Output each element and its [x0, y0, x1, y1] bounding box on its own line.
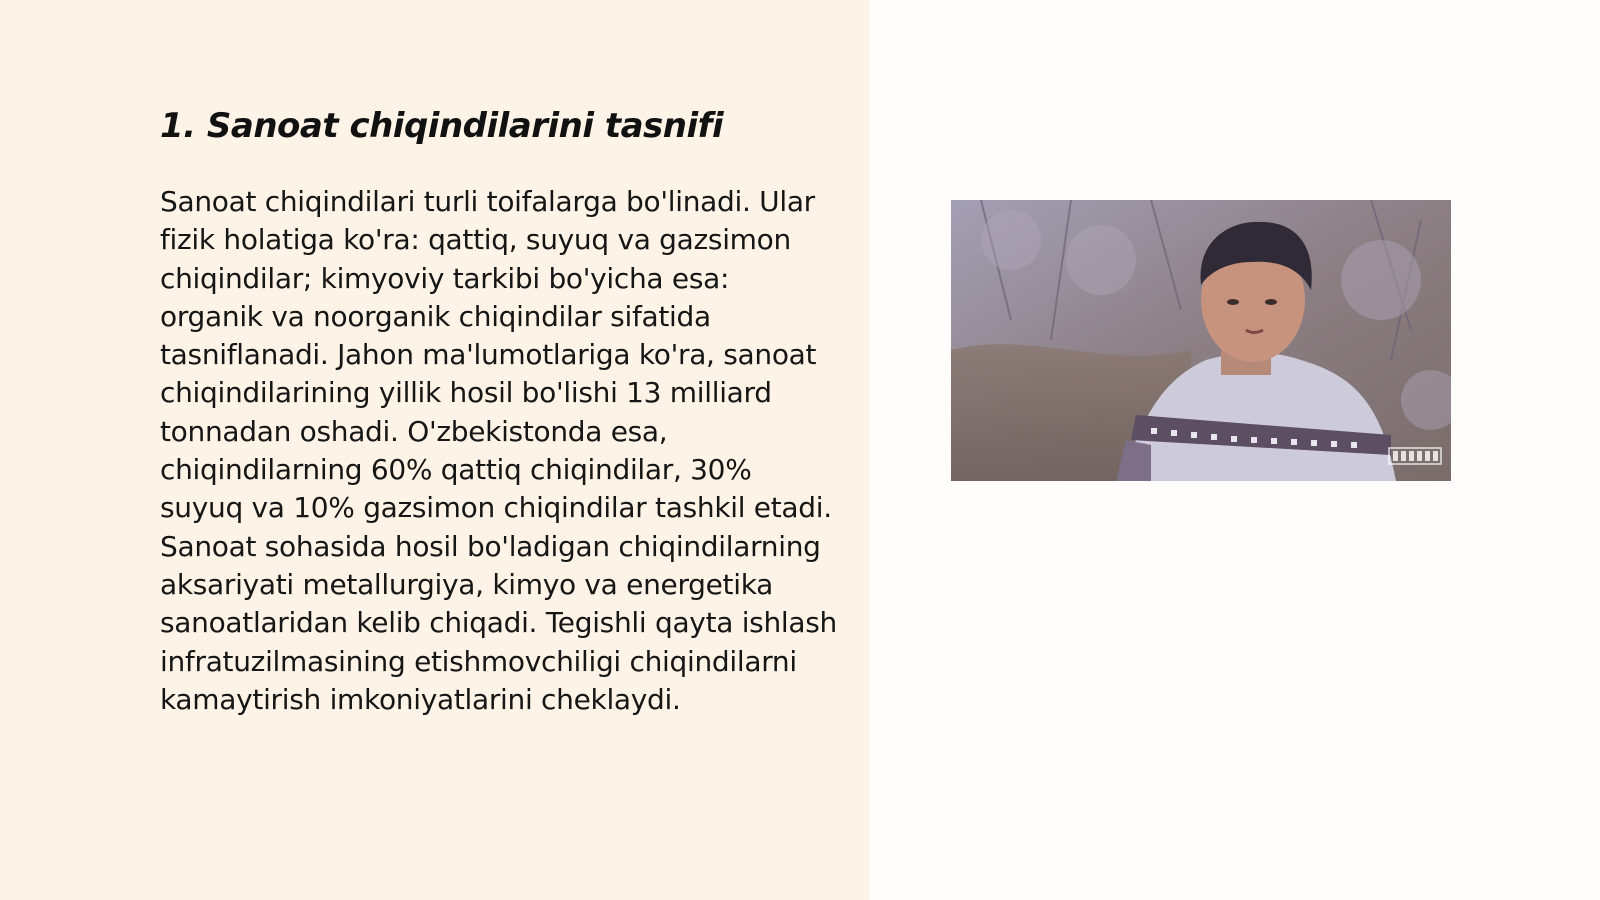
- slide-body-text: Sanoat chiqindilari turli toifalarga bo'linadi. Ular fizik holatiga ko'ra: qattiq, suyuq va gazsimon chiqindilar; kimyoviy tarkibi bo'yicha esa: organik va noorganik chiqindilar sifatida tasniflanadi. Jahon ma'lumotlariga ko'ra, sanoat chiqindilarining yillik hosil bo'lishi 13 milliard tonnadan oshadi. O'zbekistonda esa, chiqindilarning 60% qattiq chiqindilar, 30% suyuq va 10% gazsimon chiqindilar tashkil etadi. Sanoat sohasida hosil bo'ladigan chiqindilarning aksariyati metallurgiya, kimyo va energetika sanoatlaridan kelib chiqadi. Tegishli qayta ishlash infratuzilmasining etishmovchiligi chiqindilarni kamaytirish imkoniyatlarini cheklaydi.: [160, 185, 837, 716]
- slide-heading: 1. Sanoat chiqindilarini tasnifi: [160, 106, 724, 146]
- slide-photo: [951, 200, 1451, 481]
